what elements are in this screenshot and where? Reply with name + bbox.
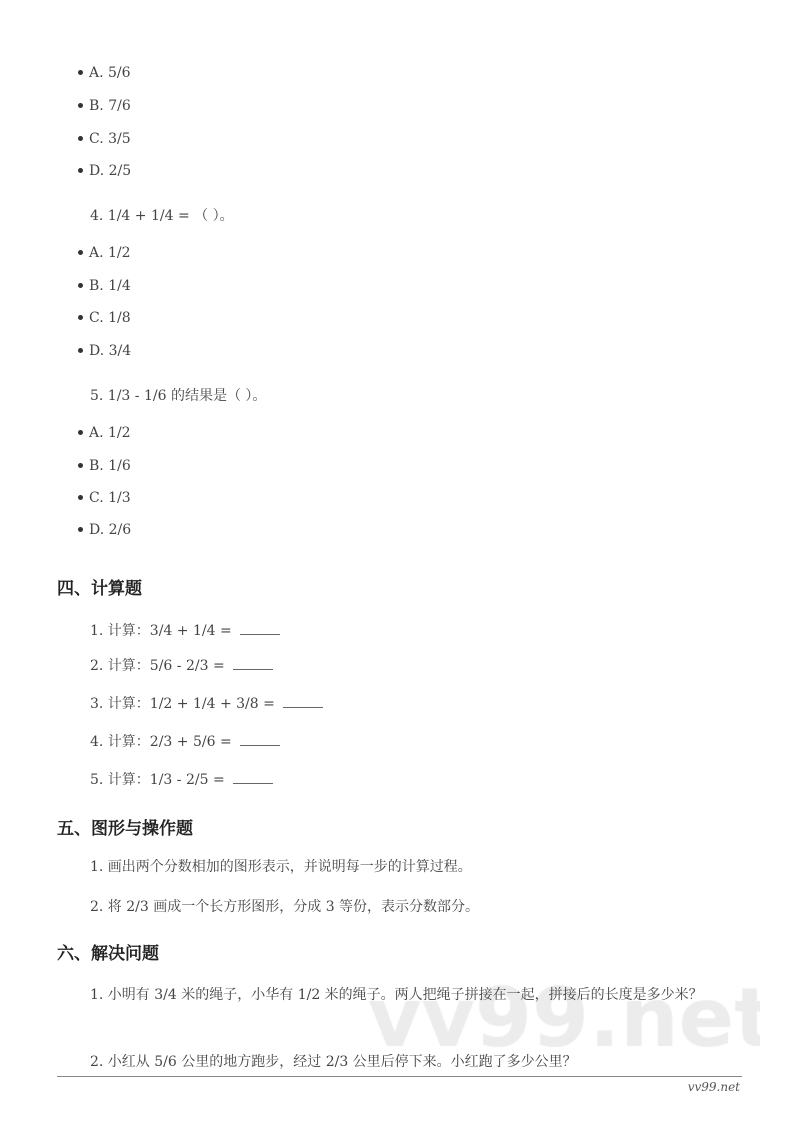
calc-item [90,732,280,752]
calc-item [90,656,273,676]
option [78,488,131,508]
option-text: B. 1/4 [89,278,131,294]
bullet-icon [78,283,83,288]
task-item: 1. 画出两个分数相加的图形表示，并说明每一步的计算过程。 [90,859,472,875]
option-text: A. 5/6 [89,65,131,81]
question-5: 5. 1/3 - 1/6 的结果是（ ）。 [90,388,267,404]
option [78,63,131,83]
option [78,276,131,296]
bullet-icon [78,103,83,108]
problem-item: 2. 小红从 5/6 公里的地方跑步，经过 2/3 公里后停下来。小红跑了多少公里？ [90,1054,577,1070]
option [78,520,131,540]
bullet-icon [78,250,83,255]
option [78,456,131,476]
option-text: B. 1/6 [89,458,131,474]
option [78,308,131,328]
option [78,341,131,361]
bullet-icon [78,348,83,353]
answer-blank [240,622,280,635]
section-heading: 五、图形与操作题 [57,819,193,839]
answer-blank [240,733,280,746]
calc-text: 2. 计算：5/6 - 2/3 = [90,658,225,674]
answer-blank [233,771,273,784]
option [78,96,131,116]
footer-divider [57,1076,742,1077]
option-text: D. 2/5 [89,163,132,179]
bullet-icon [78,527,83,532]
option-text: B. 7/6 [89,98,131,114]
calc-item [90,770,273,790]
section-heading: 四、计算题 [57,579,142,599]
calc-item [90,694,323,714]
bullet-icon [78,168,83,173]
option-text: D. 2/6 [89,522,132,538]
option-text: C. 1/8 [89,310,131,326]
calc-text: 5. 计算：1/3 - 2/5 = [90,772,225,788]
bullet-icon [78,136,83,141]
bullet-icon [78,430,83,435]
bullet-icon [78,315,83,320]
bullet-icon [78,495,83,500]
answer-blank [233,657,273,670]
bullet-icon [78,70,83,75]
option-text: A. 1/2 [89,245,131,261]
footer-site: vv99.net [687,1080,740,1094]
section-heading: 六、解决问题 [57,944,159,964]
option [78,423,131,443]
task-item: 2. 将 2/3 画成一个长方形图形，分成 3 等份，表示分数部分。 [90,899,480,915]
option-text: C. 3/5 [89,131,131,147]
bullet-icon [78,463,83,468]
calc-text: 4. 计算：2/3 + 5/6 = [90,734,232,750]
option [78,129,131,149]
calc-text: 3. 计算：1/2 + 1/4 + 3/8 = [90,696,275,712]
option [78,161,131,181]
answer-blank [283,695,323,708]
problem-item: 1. 小明有 3/4 米的绳子，小华有 1/2 米的绳子。两人把绳子拼接在一起，拼接后的长度是多少米？ [90,987,703,1003]
option-text: C. 1/3 [89,490,131,506]
question-4: 4. 1/4 + 1/4 = （ ）。 [90,208,234,224]
option-text: A. 1/2 [89,425,131,441]
calc-item [90,621,280,641]
watermark [360,960,760,1060]
option-text: D. 3/4 [89,343,132,359]
calc-text: 1. 计算：3/4 + 1/4 = [90,623,232,639]
option [78,243,131,263]
